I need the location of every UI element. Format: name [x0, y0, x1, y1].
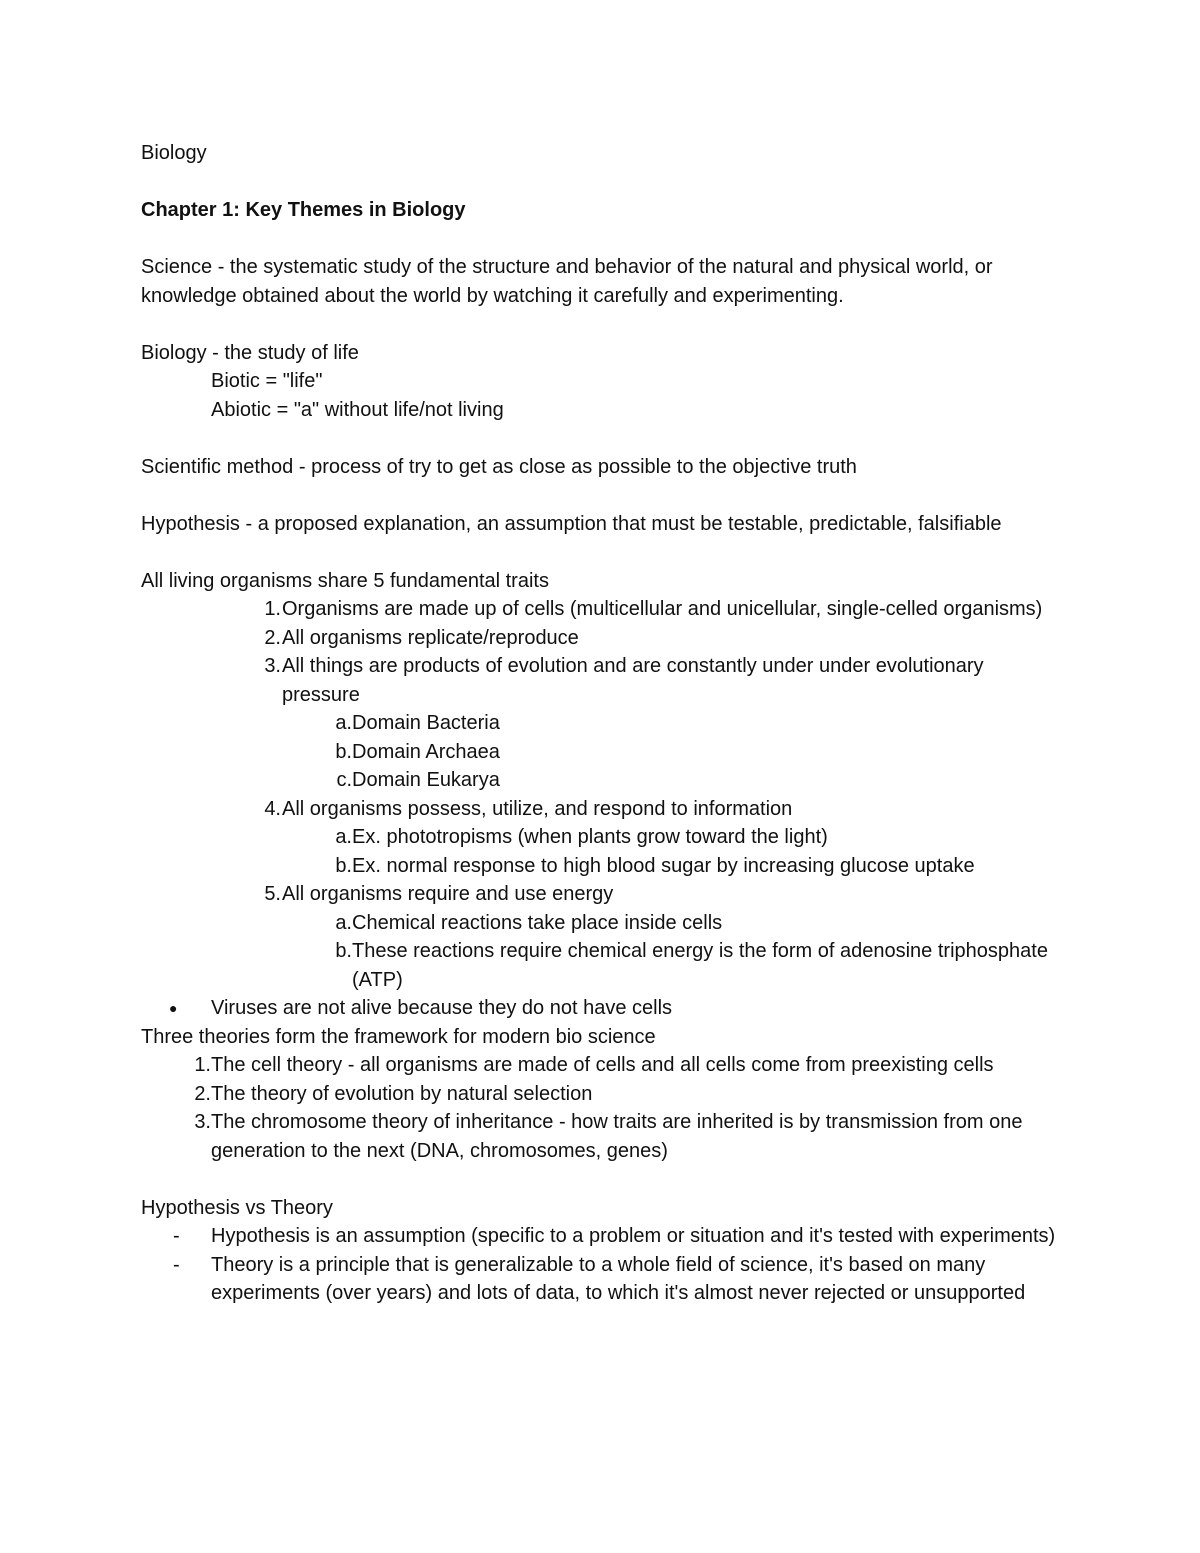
list-item-text: Hypothesis is an assumption (specific to a problem or situation and it's tested with experiments)	[211, 1225, 1056, 1247]
list-item	[141, 994, 1061, 1023]
document-page	[141, 139, 1061, 1308]
list-item	[141, 1051, 1061, 1080]
list-item	[141, 1251, 1061, 1308]
list-marker: 1.	[194, 1054, 211, 1076]
list-item-text: Theory is a principle that is generalizable to a whole field of science, it's based on many experiments (over years) and lots of data, to which it's almost never rejected or unsupported	[211, 1253, 1026, 1304]
list-item	[141, 937, 1061, 994]
list-marker: 5.	[264, 883, 281, 905]
list-marker: 2.	[264, 626, 281, 649]
list-item	[141, 624, 1061, 653]
list-marker: a.	[335, 826, 352, 848]
list-marker: 3.	[194, 1111, 211, 1133]
list-item-text: The chromosome theory of inheritance - how traits are inherited is by transmission from one generation to the next (DNA, chromosomes, genes)	[211, 1111, 1023, 1162]
list-item-text: These reactions require chemical energy is the form of adenosine triphosphate (ATP)	[352, 940, 1048, 991]
list-item-text: Ex. normal response to high blood sugar by increasing glucose uptake	[352, 854, 975, 877]
list-marker: b.	[335, 740, 352, 763]
list-item	[141, 738, 1061, 767]
traits-intro: All living organisms share 5 fundamental traits	[141, 569, 549, 592]
theories-intro: Three theories form the framework for modern bio science	[141, 1025, 656, 1048]
hypothesis-vs-theory-heading: Hypothesis vs Theory	[141, 1196, 333, 1219]
list-item-text: All organisms possess, utilize, and respond to information	[282, 797, 793, 820]
list-marker: a.	[335, 911, 352, 934]
list-item-text: All things are products of evolution and are constantly under under evolutionary pressure	[282, 655, 984, 706]
list-marker: 1.	[264, 598, 281, 620]
bullet-marker: ●	[169, 1000, 178, 1016]
list-item	[141, 709, 1061, 738]
chapter-heading: Chapter 1: Key Themes in Biology	[141, 199, 466, 221]
list-item-text: All organisms require and use energy	[282, 883, 614, 905]
list-item-text: Domain Bacteria	[352, 712, 500, 734]
list-item-text: The cell theory - all organisms are made of cells and all cells come from preexisting cells	[211, 1054, 994, 1076]
list-item	[141, 766, 1061, 795]
list-item-text: Domain Eukarya	[352, 769, 500, 791]
biology-definition: Biology - the study of life	[141, 341, 359, 364]
list-marker: c.	[336, 769, 352, 791]
biotic-definition: Biotic = "life"	[211, 370, 323, 392]
list-item	[141, 1108, 1061, 1165]
scientific-method-definition: Scientific method - process of try to get as close as possible to the objective truth	[141, 455, 857, 478]
science-definition: Science - the systematic study of the structure and behavior of the natural and physical world, or knowledge obtained about the world by watching it carefully and experimenting.	[141, 256, 993, 307]
list-marker: a.	[335, 712, 352, 734]
list-item-text: All organisms replicate/reproduce	[282, 626, 579, 649]
list-item-text: Chemical reactions take place inside cells	[352, 911, 723, 934]
list-item	[141, 852, 1061, 881]
list-marker: 2.	[194, 1082, 211, 1105]
list-item	[141, 1080, 1061, 1109]
list-item	[141, 795, 1061, 824]
hypothesis-definition: Hypothesis - a proposed explanation, an assumption that must be testable, predictable, falsifiable	[141, 512, 1002, 535]
list-item	[141, 880, 1061, 909]
dash-marker: -	[173, 1225, 180, 1247]
list-item-text: Organisms are made up of cells (multicellular and unicellular, single-celled organisms)	[282, 598, 1043, 620]
list-item-text: Domain Archaea	[352, 740, 500, 763]
list-item	[141, 652, 1061, 709]
list-marker: b.	[335, 854, 352, 877]
document-subject: Biology	[141, 142, 207, 164]
list-item-text: The theory of evolution by natural selection	[211, 1082, 593, 1105]
list-marker: 3.	[264, 655, 281, 677]
list-item	[141, 909, 1061, 938]
list-item	[141, 823, 1061, 852]
list-marker: b.	[335, 940, 352, 962]
list-marker: 4.	[264, 797, 281, 820]
dash-marker: -	[173, 1253, 180, 1276]
list-item-text: Viruses are not alive because they do not have cells	[211, 997, 673, 1019]
list-item	[141, 595, 1061, 624]
abiotic-definition: Abiotic = "a" without life/not living	[211, 398, 504, 421]
list-item	[141, 1222, 1061, 1251]
list-item-text: Ex. phototropisms (when plants grow toward the light)	[352, 826, 828, 848]
